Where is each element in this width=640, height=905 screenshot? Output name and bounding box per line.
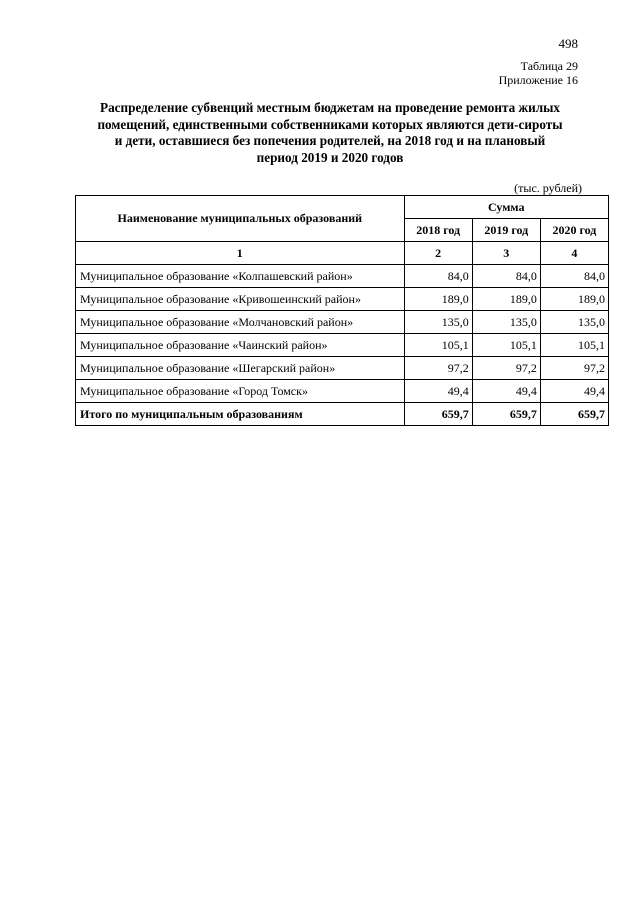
value-2018: 189,0 [404,288,472,311]
value-2019: 135,0 [472,311,540,334]
value-2020: 84,0 [540,265,608,288]
value-2020: 97,2 [540,357,608,380]
title-line: и дети, оставшиеся без попечения родителей, на 2018 год и на плановый [114,133,546,148]
header-year-2020: 2020 год [540,219,608,242]
value-2019: 97,2 [472,357,540,380]
value-2020: 135,0 [540,311,608,334]
value-2020: 105,1 [540,334,608,357]
table-row [76,380,609,403]
table-row [76,311,609,334]
document-title [70,100,590,166]
column-index: 3 [472,242,540,265]
value-2019: 105,1 [472,334,540,357]
table-number: Таблица 29 [520,59,578,73]
municipality-name: Муниципальное образование «Чаинский район» [76,334,405,357]
table-row [76,357,609,380]
total-2019: 659,7 [472,403,540,426]
value-2018: 49,4 [404,380,472,403]
table-row [76,288,609,311]
value-2020: 189,0 [540,288,608,311]
table-row [76,334,609,357]
column-index-row [76,242,609,265]
total-2020: 659,7 [540,403,608,426]
value-2018: 84,0 [404,265,472,288]
municipality-name: Муниципальное образование «Шегарский район» [76,357,405,380]
value-2019: 49,4 [472,380,540,403]
column-index: 1 [76,242,405,265]
subvention-table [75,195,609,426]
appendix-number: Приложение 16 [498,73,578,87]
total-row [76,403,609,426]
total-2018: 659,7 [404,403,472,426]
column-index: 4 [540,242,608,265]
value-2018: 135,0 [404,311,472,334]
header-municipality: Наименование муниципальных образований [76,196,405,242]
table-reference [499,59,578,87]
page-number: 498 [558,36,578,51]
header-year-2018: 2018 год [404,219,472,242]
units-label: (тыс. рублей) [514,181,582,195]
title-line: Распределение субвенций местным бюджетам на проведение ремонта жилых [100,100,560,115]
value-2020: 49,4 [540,380,608,403]
total-label: Итого по муниципальным образованиям [76,403,405,426]
header-year-2019: 2019 год [472,219,540,242]
column-index: 2 [404,242,472,265]
title-line: помещений, единственными собственниками которых являются дети-сироты [97,116,563,132]
header-sum: Сумма [404,196,608,219]
municipality-name: Муниципальное образование «Город Томск» [76,380,405,403]
value-2018: 105,1 [404,334,472,357]
value-2019: 84,0 [472,265,540,288]
municipality-name: Муниципальное образование «Кривошеинский район» [76,288,405,311]
municipality-name: Муниципальное образование «Молчановский район» [76,311,405,334]
title-line: период 2019 и 2020 годов [256,149,404,165]
value-2019: 189,0 [472,288,540,311]
table-row [76,265,609,288]
value-2018: 97,2 [404,357,472,380]
municipality-name: Муниципальное образование «Колпашевский район» [76,265,405,288]
